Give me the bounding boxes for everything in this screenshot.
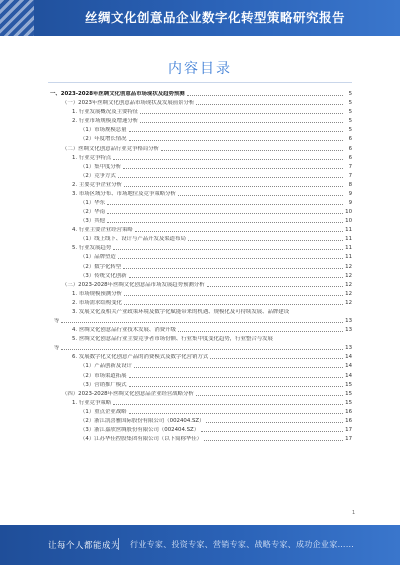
toc-entry-text: （3）其他 bbox=[80, 218, 105, 225]
toc-entry[interactable] bbox=[50, 406, 352, 415]
toc-entry-page: 11 bbox=[345, 254, 352, 261]
toc-leader-dots bbox=[129, 277, 343, 278]
toc-entry-text: （2）市场渠道拓展 bbox=[80, 372, 127, 379]
toc-entry[interactable] bbox=[50, 342, 352, 351]
toc-entry-page: 12 bbox=[345, 290, 352, 297]
toc-entry[interactable] bbox=[50, 251, 352, 260]
toc-leader-dots bbox=[123, 168, 343, 169]
toc-entry[interactable] bbox=[50, 260, 352, 269]
toc-entry[interactable] bbox=[50, 388, 352, 397]
footer-tagline: 行业专家、投资专家、营销专家、战略专家、成功企业家…… bbox=[130, 540, 355, 549]
table-of-contents bbox=[50, 88, 352, 442]
toc-entry-page: 5 bbox=[348, 127, 352, 134]
toc-entry-text: 2. 主要竞争企业分析 bbox=[72, 181, 122, 188]
toc-entry[interactable] bbox=[50, 124, 352, 133]
toc-entry-page: 5 bbox=[348, 100, 352, 107]
toc-entry-text: 5. 丝绸文化创意品行业主要竞争者市场份额、行业集中度变化趋势，行业整合与发展 bbox=[72, 336, 273, 343]
toc-leader-dots bbox=[113, 159, 343, 160]
toc-entry-page: 14 bbox=[345, 363, 352, 370]
toc-entry-text: 2. 市场需求结构变化 bbox=[72, 299, 122, 306]
toc-entry[interactable] bbox=[50, 270, 352, 279]
toc-entry[interactable] bbox=[50, 333, 352, 342]
toc-entry-text: 等 bbox=[54, 345, 60, 352]
toc-leader-dots bbox=[204, 440, 343, 441]
toc-leader-dots bbox=[134, 367, 343, 368]
toc-entry-page: 15 bbox=[345, 399, 352, 406]
toc-entry[interactable] bbox=[50, 415, 352, 424]
toc-leader-dots bbox=[113, 249, 343, 250]
toc-leader-dots bbox=[107, 222, 343, 223]
toc-entry[interactable] bbox=[50, 115, 352, 124]
toc-entry-page: 7 bbox=[348, 163, 352, 170]
toc-entry-page: 11 bbox=[345, 236, 352, 243]
toc-entry-page: 11 bbox=[345, 245, 352, 252]
toc-entry[interactable] bbox=[50, 351, 352, 360]
report-title: 丝绸文化创意品企业数字化转型策略研究报告 bbox=[84, 10, 345, 25]
toc-entry-text: （2）数字化转型 bbox=[80, 263, 122, 270]
toc-entry-text: （3）传统文化创新 bbox=[80, 272, 127, 279]
toc-entry-page: 12 bbox=[345, 281, 352, 288]
toc-entry-text: 3. 发展文化及相关产业政策环境及数字化赋能带来的机遇、规模化及可持续发展、品牌建设 bbox=[72, 308, 290, 315]
toc-entry-page: 11 bbox=[345, 227, 352, 234]
toc-entry-text: 1. 行业发展概况及主要特征 bbox=[72, 109, 139, 116]
toc-entry-text: （2）浙江凯喜雅国际股份有限公司（002404.SZ） bbox=[80, 417, 205, 424]
toc-entry-page: 6 bbox=[348, 136, 352, 143]
toc-leader-dots bbox=[61, 322, 343, 323]
toc-entry-page: 6 bbox=[348, 154, 352, 161]
toc-leader-dots bbox=[178, 331, 343, 332]
toc-entry[interactable] bbox=[50, 215, 352, 224]
toc-entry-page: 13 bbox=[345, 345, 352, 352]
toc-entry-text: （2）华南 bbox=[80, 209, 105, 216]
toc-entry[interactable] bbox=[50, 197, 352, 206]
toc-entry[interactable] bbox=[50, 152, 352, 161]
toc-entry[interactable] bbox=[50, 224, 352, 233]
toc-entry-page: 5 bbox=[348, 109, 352, 116]
toc-entry-text: 4. 行业主要企业经营策略 bbox=[72, 227, 133, 234]
toc-leader-dots bbox=[206, 422, 343, 423]
toc-entry-text: （1）市场规模总量 bbox=[80, 127, 127, 134]
toc-leader-dots bbox=[210, 358, 343, 359]
toc-entry[interactable] bbox=[50, 369, 352, 378]
toc-leader-dots bbox=[140, 122, 343, 123]
toc-entry-text: （2）年度增长情况 bbox=[80, 136, 127, 143]
toc-entry[interactable] bbox=[50, 242, 352, 251]
toc-leader-dots bbox=[129, 131, 343, 132]
toc-entry[interactable] bbox=[50, 161, 352, 170]
toc-entry[interactable] bbox=[50, 170, 352, 179]
page-number: 1 bbox=[352, 510, 356, 516]
toc-leader-dots bbox=[107, 213, 343, 214]
toc-entry-page: 15 bbox=[345, 390, 352, 397]
toc-divider bbox=[48, 82, 352, 83]
toc-entry-page: 17 bbox=[345, 436, 352, 443]
toc-leader-dots bbox=[178, 195, 343, 196]
toc-entry-text: （1）线上线下、设计与产品开发及渠道布局 bbox=[80, 236, 186, 243]
toc-entry-text: 4. 丝绸文化创意品行业技术发展、消费升级 bbox=[72, 327, 176, 334]
header-stripe-decoration bbox=[0, 0, 34, 36]
toc-entry[interactable] bbox=[50, 142, 352, 151]
toc-entry-page: 6 bbox=[348, 145, 352, 152]
toc-entry[interactable] bbox=[50, 133, 352, 142]
toc-entry[interactable] bbox=[50, 279, 352, 288]
toc-entry-text: （2）竞争方式 bbox=[80, 172, 116, 179]
toc-entry[interactable] bbox=[50, 360, 352, 369]
toc-entry[interactable] bbox=[50, 233, 352, 242]
toc-entry[interactable] bbox=[50, 297, 352, 306]
toc-entry-page: 16 bbox=[345, 417, 352, 424]
footer-slogan: 让每个人都能成为 bbox=[48, 541, 121, 551]
toc-entry-page: 15 bbox=[345, 381, 352, 388]
toc-entry-text: （3）营销推广模式 bbox=[80, 381, 127, 388]
toc-entry-page: 9 bbox=[348, 190, 352, 197]
toc-entry[interactable] bbox=[50, 179, 352, 188]
toc-entry-page: 12 bbox=[345, 272, 352, 279]
toc-leader-dots bbox=[188, 240, 343, 241]
toc-entry-page: 16 bbox=[345, 408, 352, 415]
toc-heading: 内容目录 bbox=[168, 61, 232, 77]
toc-entry-text: 5. 行业发展趋势 bbox=[72, 245, 112, 252]
toc-leader-dots bbox=[124, 295, 343, 296]
toc-leader-dots bbox=[201, 431, 343, 432]
toc-leader-dots bbox=[161, 150, 343, 151]
toc-entry-page: 8 bbox=[348, 181, 352, 188]
toc-entry-text: 等 bbox=[54, 318, 60, 325]
toc-entry[interactable] bbox=[50, 306, 352, 315]
footer-separator bbox=[118, 538, 119, 550]
toc-leader-dots bbox=[129, 413, 343, 414]
toc-entry-text: （4）江苏华佳控股集团有限公司（以下简称华佳） bbox=[80, 436, 203, 443]
toc-entry-text: （二）丝绸文化创意品行业竞争格局分析 bbox=[62, 145, 160, 152]
toc-entry-page: 14 bbox=[345, 372, 352, 379]
toc-entry[interactable] bbox=[50, 288, 352, 297]
toc-entry-text: （1）品牌塑造 bbox=[80, 254, 116, 261]
toc-leader-dots bbox=[123, 268, 343, 269]
toc-entry-page: 13 bbox=[345, 327, 352, 334]
toc-entry-page: 13 bbox=[345, 318, 352, 325]
toc-entry[interactable] bbox=[50, 315, 352, 324]
toc-leader-dots bbox=[129, 386, 343, 387]
toc-leader-dots bbox=[124, 304, 343, 305]
toc-entry-text: （1）重点企业战略 bbox=[80, 408, 127, 415]
toc-entry[interactable] bbox=[50, 397, 352, 406]
toc-leader-dots bbox=[196, 395, 343, 396]
toc-entry-page: 12 bbox=[345, 263, 352, 270]
toc-entry-text: （3）浙江嘉欣丝绸股份有限公司（002404.SZ） bbox=[80, 426, 200, 433]
toc-entry-text: （1）产品创新及设计 bbox=[80, 363, 132, 370]
toc-leader-dots bbox=[118, 177, 343, 178]
toc-entry-page: 12 bbox=[345, 299, 352, 306]
toc-leader-dots bbox=[207, 286, 343, 287]
toc-entry-page: 14 bbox=[345, 354, 352, 361]
toc-leader-dots bbox=[187, 95, 343, 96]
toc-entry-text: 2. 行业市场规模及增速分析 bbox=[72, 118, 139, 125]
toc-leader-dots bbox=[107, 204, 343, 205]
toc-entry-text: 1. 行业竞争特点 bbox=[72, 154, 112, 161]
toc-entry-page: 7 bbox=[348, 172, 352, 179]
toc-entry[interactable] bbox=[50, 88, 352, 97]
toc-entry-page: 10 bbox=[345, 209, 352, 216]
toc-entry-page: 17 bbox=[345, 426, 352, 433]
toc-entry-text: 6. 发展数字化文化创意产品的消费模式及数字化营销方式 bbox=[72, 354, 209, 361]
toc-entry-page: 5 bbox=[348, 118, 352, 125]
toc-leader-dots bbox=[196, 104, 343, 105]
toc-entry[interactable] bbox=[50, 379, 352, 388]
toc-entry-text: 1. 市场规模预测分析 bbox=[72, 290, 122, 297]
toc-leader-dots bbox=[129, 140, 343, 141]
toc-leader-dots bbox=[140, 113, 343, 114]
toc-entry[interactable] bbox=[50, 106, 352, 115]
report-footer bbox=[0, 525, 400, 565]
toc-entry[interactable] bbox=[50, 206, 352, 215]
toc-entry-text: 一、2023-2028年丝绸文化创意品市场现状及趋势预测 bbox=[50, 91, 185, 98]
toc-entry[interactable] bbox=[50, 188, 352, 197]
toc-leader-dots bbox=[113, 404, 343, 405]
toc-leader-dots bbox=[61, 349, 343, 350]
toc-entry[interactable] bbox=[50, 424, 352, 433]
toc-entry-page: 9 bbox=[348, 200, 352, 207]
toc-entry-text: 3. 市场区域分布、市场地位及竞争策略分析 bbox=[72, 190, 176, 197]
toc-entry[interactable] bbox=[50, 97, 352, 106]
toc-entry[interactable] bbox=[50, 433, 352, 442]
toc-leader-dots bbox=[118, 258, 343, 259]
toc-entry-text: （一）2023年丝绸文化创意品市场现状及发展前景分析 bbox=[62, 100, 195, 107]
report-header bbox=[0, 0, 400, 36]
toc-entry-text: （1）集中度分析 bbox=[80, 163, 122, 170]
toc-entry-text: （1）华东 bbox=[80, 200, 105, 207]
toc-entry-page: 5 bbox=[348, 91, 352, 98]
toc-entry[interactable] bbox=[50, 324, 352, 333]
toc-entry-text: （三）2023-2028年丝绸文化创意品市场发展趋势预测分析 bbox=[62, 281, 205, 288]
toc-entry-text: （四）2023-2028年丝绸文化创意品企业经营战略分析 bbox=[62, 390, 194, 397]
toc-leader-dots bbox=[129, 377, 343, 378]
toc-entry-text: 1. 行业竞争策略 bbox=[72, 399, 112, 406]
toc-leader-dots bbox=[135, 231, 343, 232]
toc-leader-dots bbox=[124, 186, 343, 187]
toc-entry-page: 10 bbox=[345, 218, 352, 225]
